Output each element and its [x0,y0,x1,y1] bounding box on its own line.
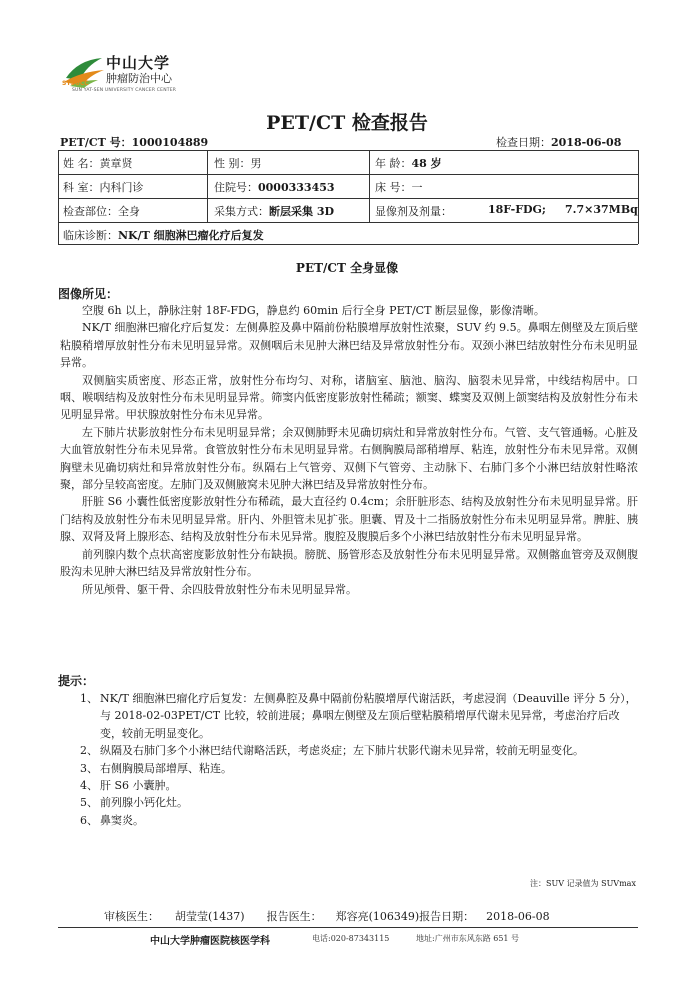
table-border-right [638,150,639,244]
table-column-divider [207,150,208,222]
tracer-dose: 7.7×37MBq [565,203,638,216]
reporter-name: 郑容亮(106349) [335,910,420,923]
tip-number: 4、 [80,779,98,793]
age-label: 年 龄： [375,157,412,170]
exam-date-label: 检查日期： [496,136,551,149]
tip-number: 3、 [80,761,98,775]
site-label: 检查部位： [63,205,118,218]
footer-address: 地址:广州市东风东路 651 号 [416,934,520,943]
tip-text: 纵隔及右肺门多个小淋巴结代谢略活跃，考虑炎症；左下肺片状影代谢未见异常，较前无明显变化。 [100,744,584,758]
name-label: 姓 名： [63,157,100,170]
tip-item [60,777,638,794]
reporter-label: 报告医生： [266,910,322,923]
acquisition-mode: 断层采集 3D [269,205,335,218]
tip-text: 右侧胸膜局部增厚、粘连。 [100,761,232,775]
name-cell [63,155,133,171]
agent-cell [375,203,452,219]
findings-paragraph: 肝脏 S6 小囊性低密度影放射性分布稀疏，最大直径约 0.4cm；余肝脏形态、结构及放射性分布未见明显异常。肝门结构及放射性分布未见明显异常。肝内、外胆管未见扩张。胆囊、胃及十二指肠放射性分布未见明显异常。脾脏、胰腺、双肾及肾上腺形态、结构及放射性分布未见异常。腹腔及腹膜后多个小淋巴结放射性分布未见明显异常。 [60,495,638,544]
signature-row [104,908,550,924]
sex-label: 性 别： [214,157,251,170]
findings-header: 图像所见： [58,287,119,301]
tip-number: 5、 [80,796,98,810]
dept-cell [63,179,144,195]
findings-body [60,302,638,598]
tracer-agent: 18F-FDG; [488,203,546,216]
diagnosis-label: 临床诊断： [63,229,118,242]
tip-item [60,760,638,777]
logo-abbr: SYSUCC [62,80,89,87]
diagnosis-cell [63,227,264,243]
bed-number: 一 [411,181,423,194]
logo-english: SUN YAT-SEN UNIVERSITY CANCER CENTER [72,88,177,93]
sex-cell [214,155,262,171]
petct-label: PET/CT 号： [60,136,132,149]
site-cell [63,203,140,219]
bed-cell [375,179,423,195]
table-border-top [58,150,638,151]
patient-sex: 男 [250,157,262,170]
findings-paragraph: 所见颅骨、躯干骨、余四肢骨放射性分布未见明显异常。 [82,582,357,596]
inpatient-label: 住院号： [214,181,258,194]
table-column-divider [369,150,370,222]
tip-item [60,690,638,742]
tips-header: 提示： [58,674,95,688]
reviewer-label: 审核医生： [104,910,159,923]
table-border-bottom [58,244,638,245]
findings-paragraph: 空腹 6h 以上，静脉注射 18F-FDG，静息约 60min 后行全身 PET/CT 断层显像，影像清晰。 [82,304,545,317]
agent-label: 显像剂及剂量： [375,205,452,218]
reviewer-name: 胡莹莹(1437) [175,910,245,923]
petct-number: 1000104889 [131,136,209,149]
patient-age: 48 岁 [411,157,442,170]
suv-note: 注：SUV 记录值为 SUVmax [530,879,636,888]
report-title: PET/CT 检查报告 [266,112,428,134]
tip-text: NK/T 细胞淋巴瘤化疗后复发：左侧鼻腔及鼻中隔前份粘膜增厚代谢活跃，考虑浸润（Deauville 评分 5 分），与 2018-02-03PET/CT 比较，较前进展；鼻咽左侧壁及左顶后壁粘膜稍增厚代谢未见异常，考虑治疗后改变，较前无明显变化。 [100,692,637,740]
footer-org: 中山大学肿瘤医院核医学科 [150,936,270,947]
inpatient-cell [214,179,335,195]
clinical-diagnosis: NK/T 细胞淋巴瘤化疗后复发 [118,229,264,242]
table-divider [58,174,638,175]
tips-list [60,690,638,829]
footer-phone: 电话:020-87343115 [312,934,390,943]
findings-paragraph: 双侧脑实质密度、形态正常，放射性分布均匀、对称，诸脑室、脑池、脑沟、脑裂未见异常，中线结构居中。口咽、喉咽结构及放射性分布未见明显异常。筛窦内低密度影放射性稀疏；额窦、蝶窦及双侧上颌窦结构及放射性分布未见明显异常。甲状腺放射性分布未见异常。 [60,373,638,422]
footer-divider [58,927,638,928]
exam-date-row [496,134,621,150]
tip-number: 1、 [80,692,98,705]
report-date: 2018-06-08 [486,910,550,923]
section-title: PET/CT 全身显像 [295,261,399,275]
inpatient-number: 0000333453 [258,181,335,194]
tip-item [60,742,638,759]
tip-item [60,812,638,829]
age-cell [375,155,442,171]
mode-label: 采集方式： [214,205,269,218]
patient-name: 黄章贤 [99,157,133,170]
bed-label: 床 号： [375,181,412,194]
petct-number-row [60,134,208,150]
tip-text: 肝 S6 小囊肿。 [100,779,177,793]
logo-name: 中山大学 [106,54,171,72]
tip-number: 6、 [80,813,98,827]
tip-number: 2、 [80,744,98,758]
table-divider [58,198,638,199]
dept-label: 科 室： [63,181,100,194]
tip-item [60,794,638,811]
mode-cell [214,203,334,219]
exam-site: 全身 [118,205,140,218]
department: 内科门诊 [99,181,144,194]
findings-paragraph: 前列腺内数个点状高密度影放射性分布缺损。膀胱、肠管形态及放射性分布未见明显异常。双侧髂血管旁及双侧腹股沟未见肿大淋巴结及异常放射性分布。 [60,547,638,579]
table-divider [58,222,638,223]
exam-date: 2018-06-08 [551,136,622,149]
logo-subtitle: 肿瘤防治中心 [106,72,172,85]
findings-paragraph: 左下肺片状影放射性分布未见明显异常；余双侧肺野未见确切病灶和异常放射性分布。气管、支气管通畅。心脏及大血管放射性分布未见异常。食管放射性分布未见明显异常。右侧胸膜局部稍增厚、粘连，放射性分布未见异常。双侧胸壁未见确切病灶和异常放射性分布。纵隔右上气管旁、双侧下气管旁、主动脉下、右肺门多个小淋巴结放射性略浓聚，部分呈较高密度。左肺门及双侧腋窝未见肿大淋巴结及异常放射性分布。 [60,425,638,492]
tip-text: 鼻窦炎。 [100,813,144,827]
table-border-left [58,150,59,244]
tip-text: 前列腺小钙化灶。 [100,796,188,810]
findings-paragraph: NK/T 细胞淋巴瘤化疗后复发：左侧鼻腔及鼻中隔前份粘膜增厚放射性浓聚，SUV 约 9.5。鼻咽左侧壁及左顶后壁粘膜稍增厚放射性分布未见明显异常。双侧咽后未见肿大淋巴结及异常放射性分布。双颈小淋巴结放射性分布未见明显异常。 [60,321,638,370]
report-date-label: 报告日期： [419,910,475,923]
